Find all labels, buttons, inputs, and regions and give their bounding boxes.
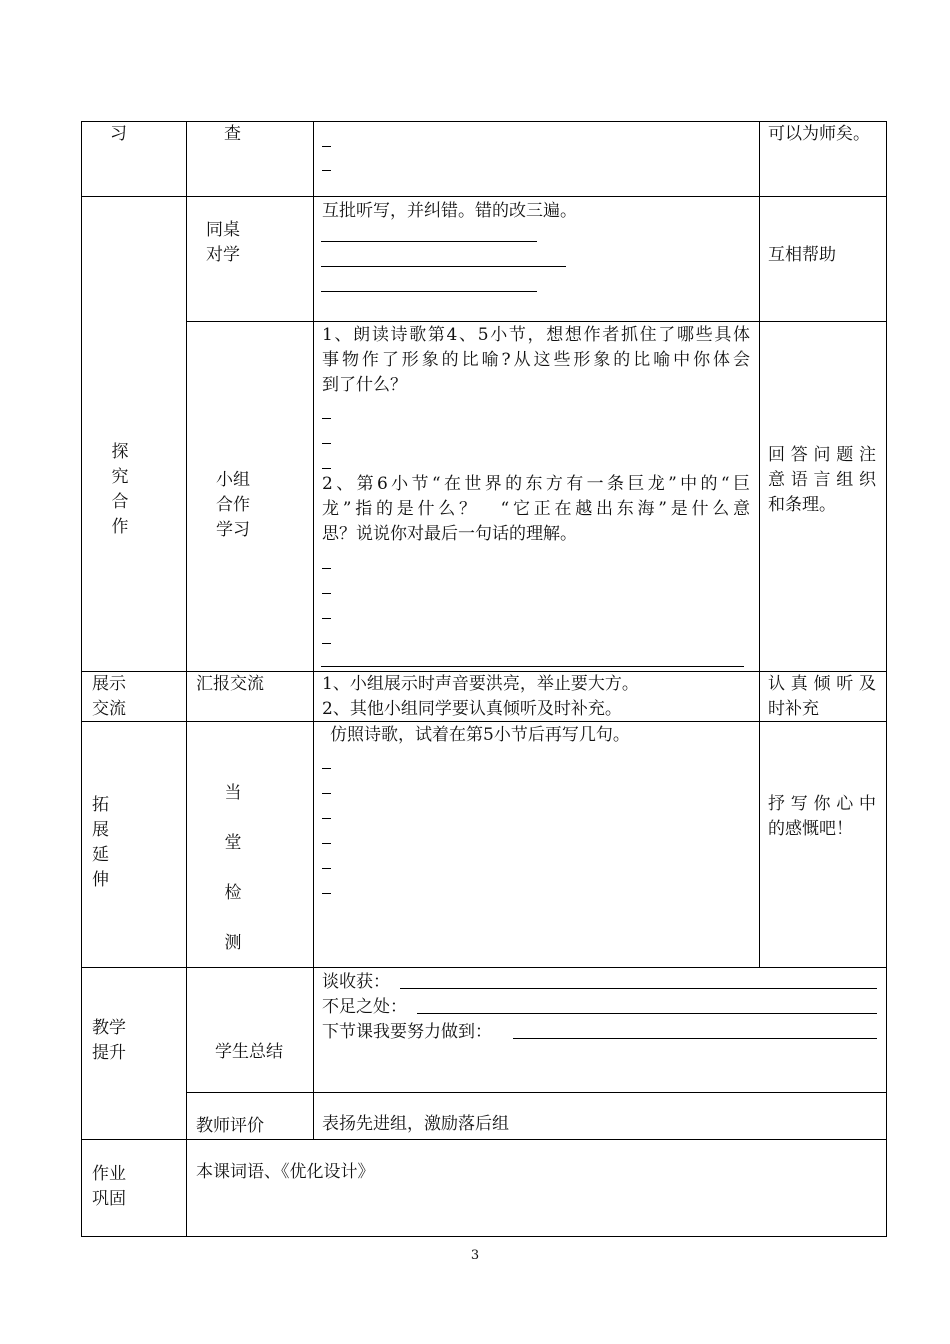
question-2-line-2: 龙”指的是什么？ “它正在越出东海”是什么意 [322, 499, 750, 519]
zhanshi-line-1: 1、小组展示时声音要洪亮，举止要大方。 [322, 674, 639, 694]
summary-shortfall-line [417, 1013, 877, 1014]
blank-dash [322, 443, 331, 444]
blank-dash [322, 618, 331, 619]
blank-dash [322, 793, 331, 794]
sub-label-dangtang: 当 堂 检 测 [224, 783, 242, 953]
sub-label-tongzhuo: 同桌 对学 [206, 220, 240, 265]
teacher-evaluation: 表扬先进组，激励落后组 [322, 1114, 509, 1134]
tuozhan-content: 仿照诗歌，试着在第5小节后再写几句。 [330, 725, 630, 745]
note-zhanshi: 认真倾听及 时补充 [768, 674, 876, 719]
sub-label-cha: 查 [224, 124, 241, 144]
blank-dash [322, 643, 331, 644]
question-2-line-1: 2、第6小节“在世界的东方有一条巨龙”中的“巨 [322, 474, 750, 494]
blank-dash [322, 893, 331, 894]
homework-content: 本课词语、《优化设计》 [196, 1162, 375, 1182]
note-tuozhan: 抒写你心中 的感慨吧！ [768, 794, 876, 839]
blank-dash [322, 768, 331, 769]
tongzhuo-content: 互批听写，并纠错。错的改三遍。 [322, 201, 577, 221]
answer-line [321, 241, 537, 242]
sub-label-jiaoshi: 教师评价 [196, 1116, 264, 1136]
blank-dash [322, 170, 331, 171]
summary-harvest-line [400, 988, 877, 989]
section-label-tisheng: 教学 提升 [92, 1018, 126, 1063]
sub-label-xuesheng: 学生总结 [215, 1042, 283, 1062]
sub-label-huibao: 汇报交流 [196, 674, 264, 694]
blank-dash [322, 468, 331, 469]
blank-dash [322, 818, 331, 819]
sub-label-xiaozu: 小组 合作 学习 [216, 470, 250, 540]
zhanshi-line-2: 2、其他小组同学要认真倾听及时补充。 [322, 699, 622, 719]
blank-dash [322, 843, 331, 844]
section-label-tanjiu: 探 究 合 作 [111, 442, 129, 537]
answer-line [321, 291, 537, 292]
section-label-xi: 习 [110, 124, 127, 144]
note-tongzhuo: 互相帮助 [768, 245, 836, 265]
blank-dash [322, 568, 331, 569]
question-1-line-2: 事物作了形象的比喻?从这些形象的比喻中你体会 [322, 350, 750, 370]
summary-shortfall-label: 不足之处： [322, 997, 407, 1017]
blank-dash [322, 593, 331, 594]
answer-line [321, 666, 744, 667]
blank-dash [322, 418, 331, 419]
question-2-line-3: 思？说说你对最后一句话的理解。 [322, 524, 577, 544]
blank-dash [322, 146, 331, 147]
note-xi: 可以为师矣。 [768, 124, 870, 144]
section-label-zhanshi: 展示 交流 [92, 674, 126, 719]
question-1-line-1: 1、朗读诗歌第4、5小节，想想作者抓住了哪些具体 [322, 325, 750, 345]
summary-next-line [513, 1038, 877, 1039]
summary-next-label: 下节课我要努力做到： [322, 1022, 492, 1042]
question-1-line-3: 到了什么？ [322, 375, 407, 395]
page-number: 3 [470, 1248, 480, 1263]
answer-line [321, 266, 566, 267]
summary-harvest-label: 谈收获： [322, 972, 390, 992]
blank-dash [322, 868, 331, 869]
section-label-tuozhan: 拓 展 延 伸 [92, 795, 109, 890]
note-xiaozu: 回答问题注 意语言组织 和条理。 [768, 445, 876, 515]
section-label-zuoye: 作业 巩固 [92, 1164, 126, 1209]
